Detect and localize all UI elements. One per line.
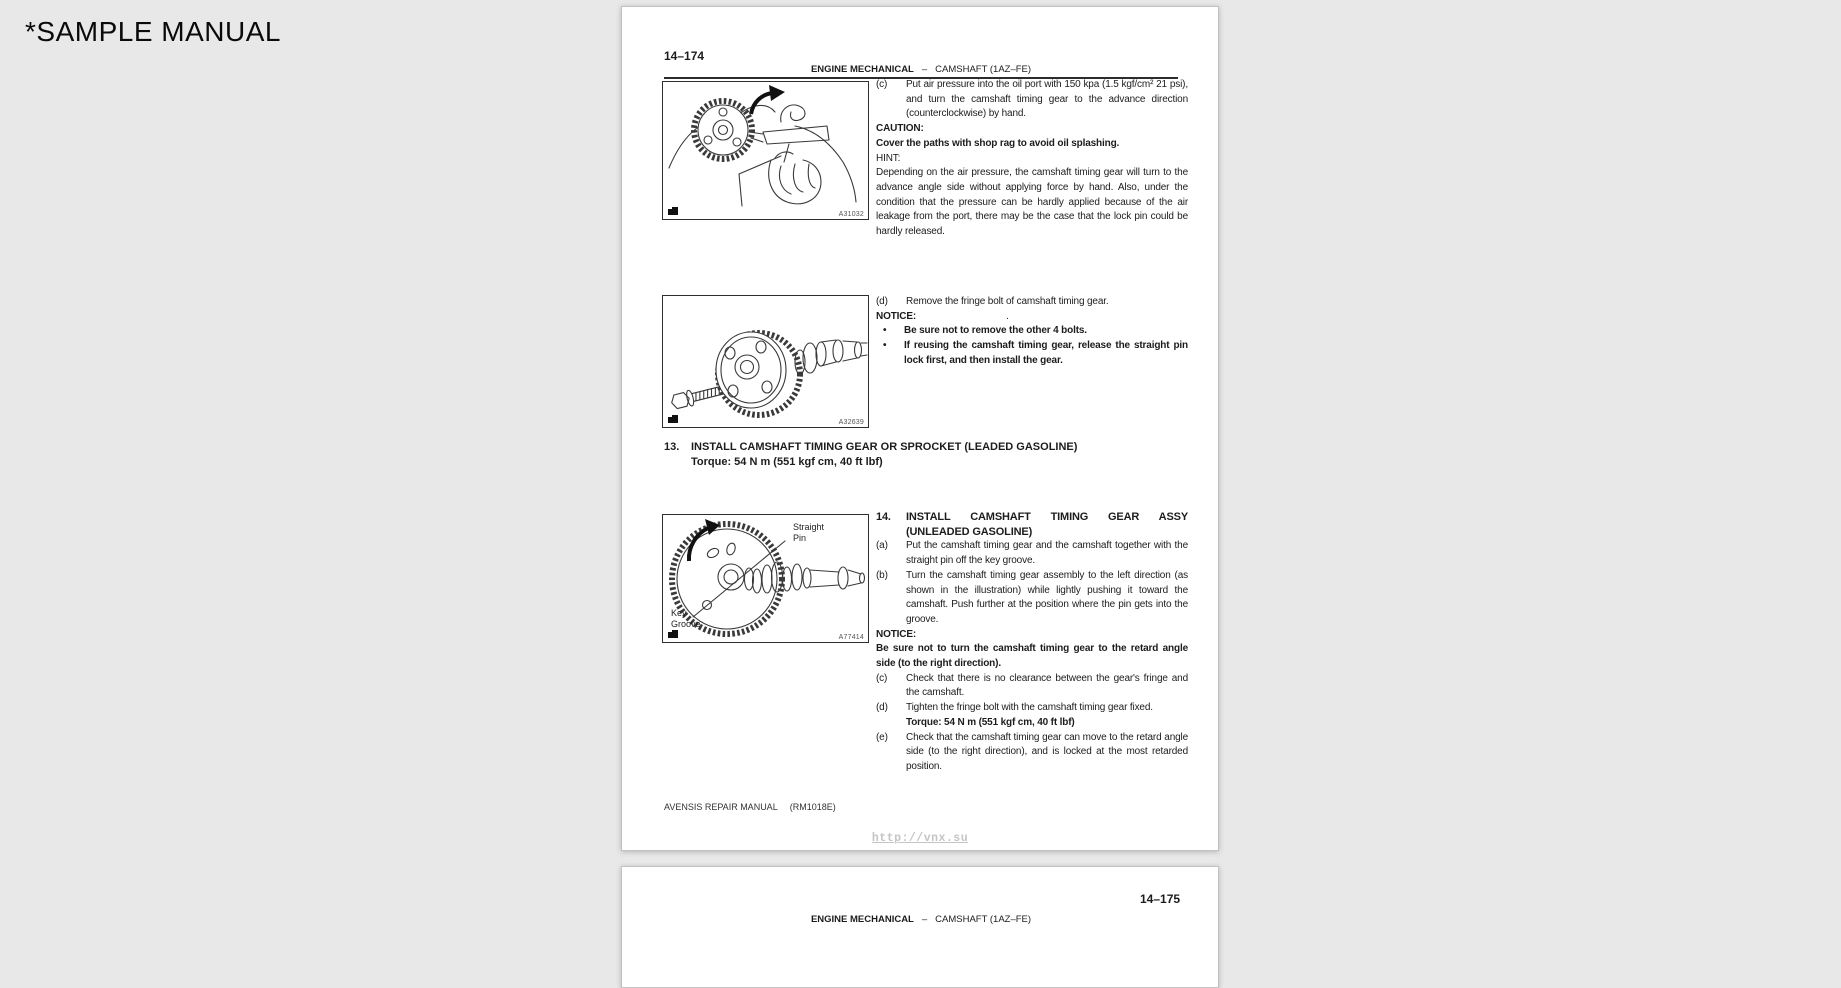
stray-dot: . (1006, 310, 1009, 322)
figure-id: A77414 (838, 634, 864, 641)
notice-bullet: • If reusing the camshaft timing gear, release the straight pin lock first, and then install the gear. (883, 340, 1188, 366)
page-number: 14–175 (1140, 892, 1181, 906)
label-key-groove: Key Groove (671, 608, 701, 629)
figure-air-pressure (662, 81, 869, 220)
section-13-torque: Torque: 54 N m (551 kgf cm, 40 ft lbf) (691, 455, 883, 468)
step-c-block (876, 78, 1188, 240)
notice-label: NOTICE: (876, 628, 917, 640)
step-a-paragraph: (a) Put the camshaft timing gear and the camshaft together with the straight pin off the key groove. (876, 540, 1188, 567)
label-straight-pin: Straight Pin (793, 522, 825, 543)
sample-manual-label: *SAMPLE MANUAL (25, 16, 281, 47)
figure-id: A32639 (838, 419, 864, 426)
figure-straight-pin (662, 514, 869, 643)
notice-text: Be sure not to turn the camshaft timing gear to the retard angle side (to the right direction). (876, 643, 1188, 670)
manual-page-14-175 (621, 866, 1219, 988)
step-letter: (c) (876, 79, 888, 90)
hint-label: HINT: (876, 152, 901, 164)
exploded-gear-illustration (663, 296, 868, 427)
manual-page-14-174 (621, 6, 1219, 851)
header-subsection: CAMSHAFT (1AZ–FE) (935, 914, 1032, 925)
rotation-arrow-icon (751, 85, 785, 114)
step-d2-torque: Torque: 54 N m (551 kgf cm, 40 ft lbf) (906, 716, 1075, 728)
figure-marker-icon (668, 630, 678, 638)
caution-label: CAUTION: (876, 123, 924, 135)
section-14 (876, 510, 1188, 775)
notice-bullet: • Be sure not to remove the other 4 bolts. (876, 324, 1188, 339)
section-number: 14. (876, 511, 891, 523)
step-c-paragraph: (c) Put air pressure into the oil port with 150 kpa (1.5 kgf/cm² 21 psi), and turn the camshaft timing gear to the advance direction (counterclockwise) by hand. (876, 79, 1188, 120)
bullet-marker: • (883, 325, 887, 337)
section-14-title: 14. INSTALL CAMSHAFT TIMING GEAR ASSY (UNLEADED GASOLINE) (876, 511, 1188, 538)
step-d2-paragraph: (d) Tighten the fringe bolt with the camshaft timing gear fixed. (876, 702, 1153, 714)
step-c2-paragraph: (c) Check that there is no clearance between the gear's fringe and the camshaft. (876, 672, 1188, 699)
step-d-block (876, 295, 1188, 369)
step-d-paragraph: (d) Remove the fringe bolt of camshaft timing gear. (876, 295, 1188, 310)
manual-code: (RM1018E) (789, 802, 836, 812)
step-letter: (d) (876, 296, 888, 307)
step-e-paragraph: (e) Check that the camshaft timing gear can move to the retard angle side (to the right direction), and is locked at the most retarded position. (876, 731, 1188, 772)
page-header (664, 64, 1178, 75)
figure-exploded-gear (662, 295, 869, 428)
header-dash: – (921, 64, 928, 75)
figure-marker-icon (668, 207, 678, 215)
page-header (664, 914, 1178, 925)
page-footer (664, 802, 836, 812)
header-dash: – (921, 914, 928, 925)
header-subsection: CAMSHAFT (1AZ–FE) (935, 64, 1032, 75)
hint-text: Depending on the air pressure, the camshaft timing gear will turn to the advance angle side without applying force by hand. Also, under the condition that the pressure can be hardly applied because of the air leakage from the port, there may be the case that the lock pin could be hardly released. (876, 167, 1188, 238)
section-number: 13. (664, 441, 680, 453)
manual-name: AVENSIS REPAIR MANUAL (664, 802, 778, 812)
figure-id: A31032 (838, 211, 864, 218)
watermark-link[interactable]: http://vnx.su (871, 832, 969, 845)
bullet-marker: • (883, 340, 887, 352)
notice-label: NOTICE: . (876, 310, 1009, 322)
section-13-title: INSTALL CAMSHAFT TIMING GEAR OR SPROCKET (LEADED GASOLINE) (691, 441, 1078, 453)
step-b-paragraph: (b) Turn the camshaft timing gear assembly to the left direction (as shown in the illustration) while lightly pushing it toward the camshaft. Push further at the position where the pin gets into the groove. (876, 569, 1188, 625)
watermark (622, 828, 1218, 846)
air-pressure-illustration (663, 82, 868, 219)
page-number: 14–174 (664, 49, 705, 63)
header-section: ENGINE MECHANICAL (810, 914, 914, 925)
section-13 (664, 440, 1186, 469)
header-section: ENGINE MECHANICAL (810, 64, 914, 75)
figure-marker-icon (668, 415, 678, 423)
caution-text: Cover the paths with shop rag to avoid oil splashing. (876, 137, 1120, 149)
